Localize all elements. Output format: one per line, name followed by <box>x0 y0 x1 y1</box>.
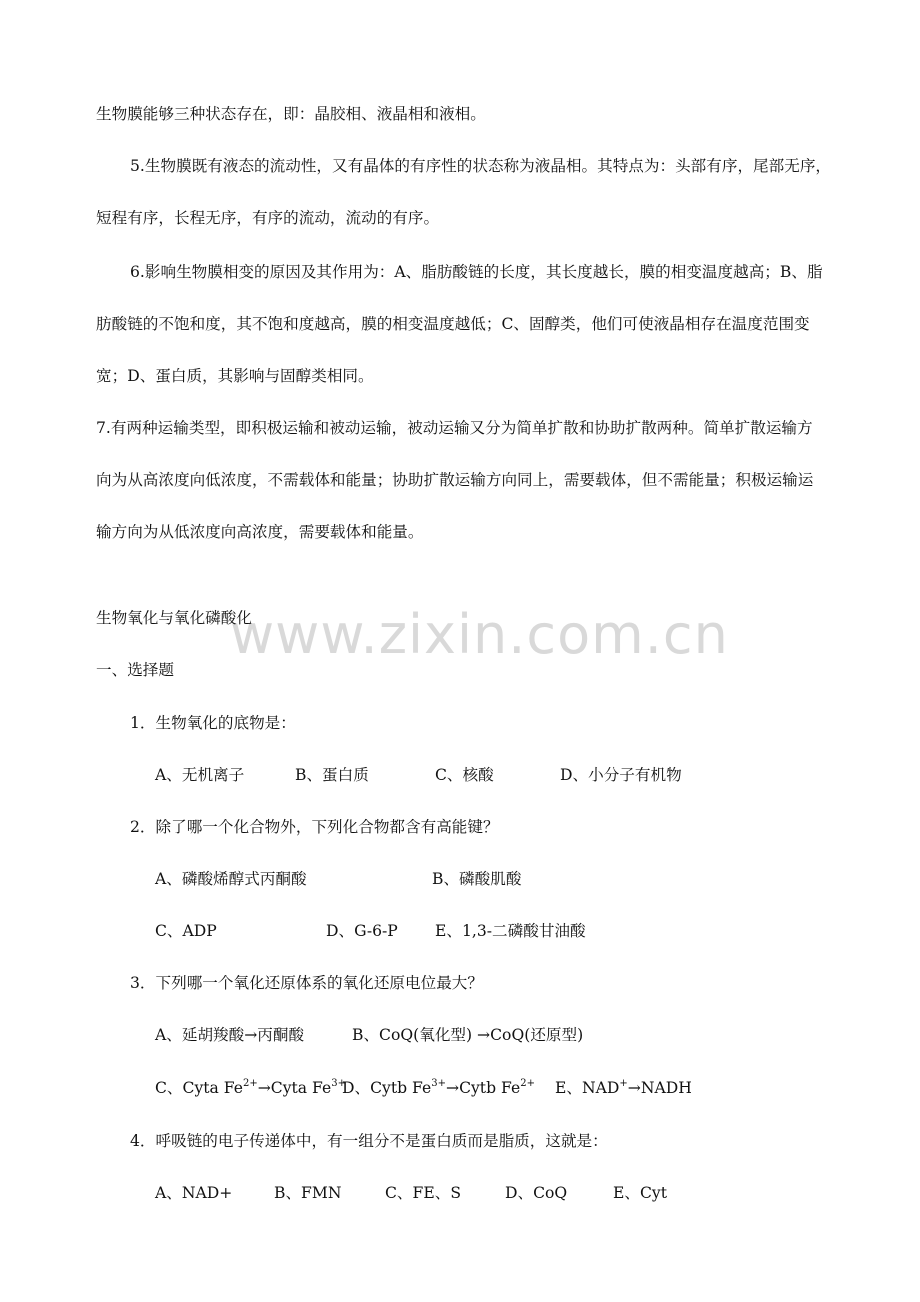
option-d-text-1: D、Cytb Fe <box>342 1079 432 1097</box>
question-3-option-a: A、延胡羧酸→丙酮酸 <box>155 1026 305 1044</box>
option-d-text-2: →Cytb Fe <box>446 1079 521 1097</box>
paragraph-5-line-2: 短程有序，长程无序，有序的流动，流动的有序。 <box>96 209 440 227</box>
section-title: 生物氧化与氧化磷酸化 <box>96 609 252 627</box>
question-2-option-c: C、ADP <box>155 922 217 940</box>
question-1-stem: 1．生物氧化的底物是： <box>130 714 296 732</box>
question-1-option-b: B、蛋白质 <box>295 766 369 784</box>
paragraph-6-line-2: 肪酸链的不饱和度，其不饱和度越高，膜的相变温度越低；C、固醇类，他们可使液晶相存在温度范围变 <box>96 315 810 333</box>
paragraph-6-line-3: 宽；D、蛋白质，其影响与固醇类相同。 <box>96 367 374 385</box>
question-2-option-b: B、磷酸肌酸 <box>432 870 522 888</box>
option-e-superscript: + <box>619 1078 628 1089</box>
question-2-option-d: D、G-6-P <box>326 922 398 940</box>
option-d-superscript-2: 2+ <box>520 1078 535 1089</box>
question-3-option-c <box>155 1078 346 1098</box>
question-4-option-b: B、FMN <box>274 1184 342 1202</box>
question-4-option-e: E、Cyt <box>613 1184 667 1202</box>
question-3-option-d <box>342 1078 535 1098</box>
question-1-option-a: A、无机离子 <box>155 766 245 784</box>
paragraph-7-line-3: 输方向为从低浓度向高浓度，需要载体和能量。 <box>96 523 424 541</box>
question-2-option-e: E、1,3-二磷酸甘油酸 <box>435 922 586 940</box>
question-4-stem: 4．呼吸链的电子传递体中，有一组分不是蛋白质而是脂质，这就是： <box>130 1132 608 1150</box>
option-c-text-1: C、Cyta Fe <box>155 1079 243 1097</box>
paragraph-7-line-2: 向为从高浓度向低浓度，不需载体和能量；协助扩散运输方向同上，需要载体，但不需能量；积极运输运 <box>96 471 814 489</box>
watermark: www.zixin.com.cn <box>230 603 729 666</box>
paragraph-7-line-1: 7.有两种运输类型，即积极运输和被动运输，被动运输又分为简单扩散和协助扩散两种。简单扩散运输方 <box>96 419 813 437</box>
question-4-option-c: C、FE、S <box>385 1184 462 1202</box>
question-4-option-a: A、NAD+ <box>155 1184 233 1202</box>
paragraph-5-line-1: 5.生物膜既有液态的流动性，又有晶体的有序性的状态称为液晶相。其特点为：头部有序，尾部无序， <box>130 157 832 175</box>
option-e-text-1: E、NAD <box>555 1079 620 1097</box>
option-c-superscript-2: 3+ <box>331 1078 347 1089</box>
part-title: 一、选择题 <box>96 661 174 679</box>
question-2-option-a: A、磷酸烯醇式丙酮酸 <box>155 870 307 888</box>
question-3-option-b: B、CoQ(氧化型) →CoQ(还原型) <box>352 1026 584 1044</box>
question-4-option-d: D、CoQ <box>505 1184 568 1202</box>
question-3-stem: 3．下列哪一个氧化还原体系的氧化还原电位最大？ <box>130 974 483 992</box>
option-d-superscript-1: 3+ <box>431 1078 446 1089</box>
option-e-text-2: →NADH <box>627 1079 692 1097</box>
question-1-option-d: D、小分子有机物 <box>560 766 682 784</box>
question-3-option-e <box>555 1078 692 1098</box>
option-c-text-2: →Cyta Fe <box>257 1079 332 1097</box>
paragraph-6-line-1: 6.影响生物膜相变的原因及其作用为：A、脂肪酸链的长度，其长度越长，膜的相变温度越高；B、脂 <box>130 263 823 281</box>
question-2-stem: 2．除了哪一个化合物外，下列化合物都含有高能键？ <box>130 818 499 836</box>
question-1-option-c: C、核酸 <box>435 766 494 784</box>
paragraph-line: 生物膜能够三种状态存在，即：晶胶相、液晶相和液相。 <box>96 105 486 123</box>
option-c-superscript-1: 2+ <box>242 1078 258 1089</box>
